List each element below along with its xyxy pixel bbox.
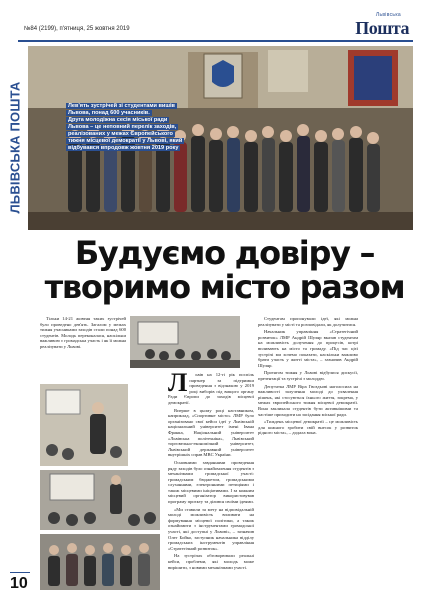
body-photo-speaker-image xyxy=(40,384,128,466)
article-column-1 xyxy=(40,316,126,380)
body-photo-students-image xyxy=(40,534,160,590)
article-paragraph: На зустрічах обговорювали реальні кейси, проблеми, які молодь може вирішити, з новими механізмами участі. xyxy=(168,553,254,570)
body-photo-lecture-image xyxy=(40,470,160,530)
article-paragraph: ьвів на 12-гі рік поспіль партнер за підтримки проведення з відзнакою у 2019 році виборів під вищого органу Ради Європи до заходів місцевої демократії. xyxy=(168,372,254,405)
photo-caption xyxy=(66,103,246,152)
caption-line: Львова – це неповний перелік заходів, xyxy=(68,124,177,130)
body-photo-audience xyxy=(130,316,240,368)
logo-big-text: Пошта xyxy=(355,18,409,38)
group-photo xyxy=(28,46,413,230)
body-photo-audience-image xyxy=(130,316,240,368)
headline-line-2: творимо місто разом xyxy=(44,268,405,306)
headline-line-1: Будуємо довіру – xyxy=(74,234,375,272)
article-column-2 xyxy=(168,372,254,590)
body-photo-students xyxy=(40,534,160,590)
body-photo-lecture xyxy=(40,470,160,530)
newspaper-logo xyxy=(329,12,411,40)
article-paragraph: Начальник управління «Стратегічний розвиток» ЛМР Андрій Шуляр вказав студентам на можливість долучення до процесів, котрі впливають на місто та громаду. «Під час цієї зустрічі ми хочемо показати, наскільки важливо брати участь у житті міста», – зазначив Андрій Шуляр. xyxy=(258,329,358,368)
article-column-3 xyxy=(258,316,358,590)
section-label: ЛЬВІВСЬКА ПОШТА xyxy=(7,81,23,214)
caption-line: Друга молодіжна сесія міської ради xyxy=(68,117,168,123)
caption-line: тижня місцевої демократії у Львові, який xyxy=(68,138,183,144)
article-paragraph: Тільки 14-21 жовтня таких зустрічей було проведено дев'ять. Загалом у межах тижня учасниками заходів стали понад 600 студентів. Молодь переконалася, наскільки важливою є громадська участь і як її можна реалізувати у Львові. xyxy=(40,316,126,349)
article-paragraph: Депутатка ЛМР Віра Гвоздьові наголосила на важливості залучення молоді до ухвалення рішень, які стосуються їхнього життя, зокрема, у межах європейського тижня місцевої демократії. Вона закликала студентів бути активнішими та частіше приходити на засідання міської ради. xyxy=(258,383,358,417)
caption-line: Львова, понад 600 учасників. xyxy=(68,110,150,116)
page-number-rule xyxy=(10,572,30,573)
section-strip xyxy=(4,44,24,254)
caption-line: реалізованих у межах Європейського xyxy=(68,131,173,137)
drop-cap: Л xyxy=(168,372,188,397)
article-paragraph: Студентам пропонували ідеї, які можна реалізувати у місті та розповідали, як долучитися. xyxy=(258,316,358,327)
caption-line: Лев'ять зустрічей зі студентами вишів xyxy=(68,103,175,109)
page-header xyxy=(18,12,413,42)
caption-line: відбувався впродовж жовтня 2019 року xyxy=(68,145,179,151)
article-paragraph: Вперше в цьому році наставником, наприклад, «Спортивне місто» ЛМР було організовано свої кейси ідеї у Львівській національний університет імені Івана Франка, Національний університет «Львівська політехніка», Львівський торговельно-економічний університет, Львівський державний університет внутрішніх справ МВС України. xyxy=(168,407,254,458)
article-paragraph: Основними завданнями проведення ряду заходів було ознайомлення студентів з механізмами громадської участі: громадським бюджетом, громадськими слуханнями, електронними петиціями і також місцевими ініціативами. І за кожним місцевий організатор використовував програму проєкту та ділився своїми ідеями. xyxy=(168,459,254,505)
article-headline xyxy=(32,236,417,304)
body-photo-speaker xyxy=(40,384,128,466)
issue-info: №84 (2199), п'ятниця, 25 жовтня 2019 xyxy=(24,26,130,32)
page-number: 10 xyxy=(10,575,28,592)
logo-small-text: Львівська xyxy=(375,12,401,18)
article-paragraph: Протягом тижня у Львові відбулися дискусії, презентації та зустрічі з молоддю. xyxy=(258,370,358,381)
article-paragraph: «Тиждень місцевої демократії – це можливість для кожного зробити свій внесок у розвиток рідного міста», – додала вона. xyxy=(258,419,358,436)
article-paragraph: «Ми ставили за мету на відповідальній молоді можливість впливати на формування місцевої політики, а також ознайомити з інструментами громадської участі, які доступні у Львові», – зазначив Олег Бойко, заступник начальника відділу громадських інструментів управління «Стратегічний розвиток». xyxy=(168,506,254,551)
